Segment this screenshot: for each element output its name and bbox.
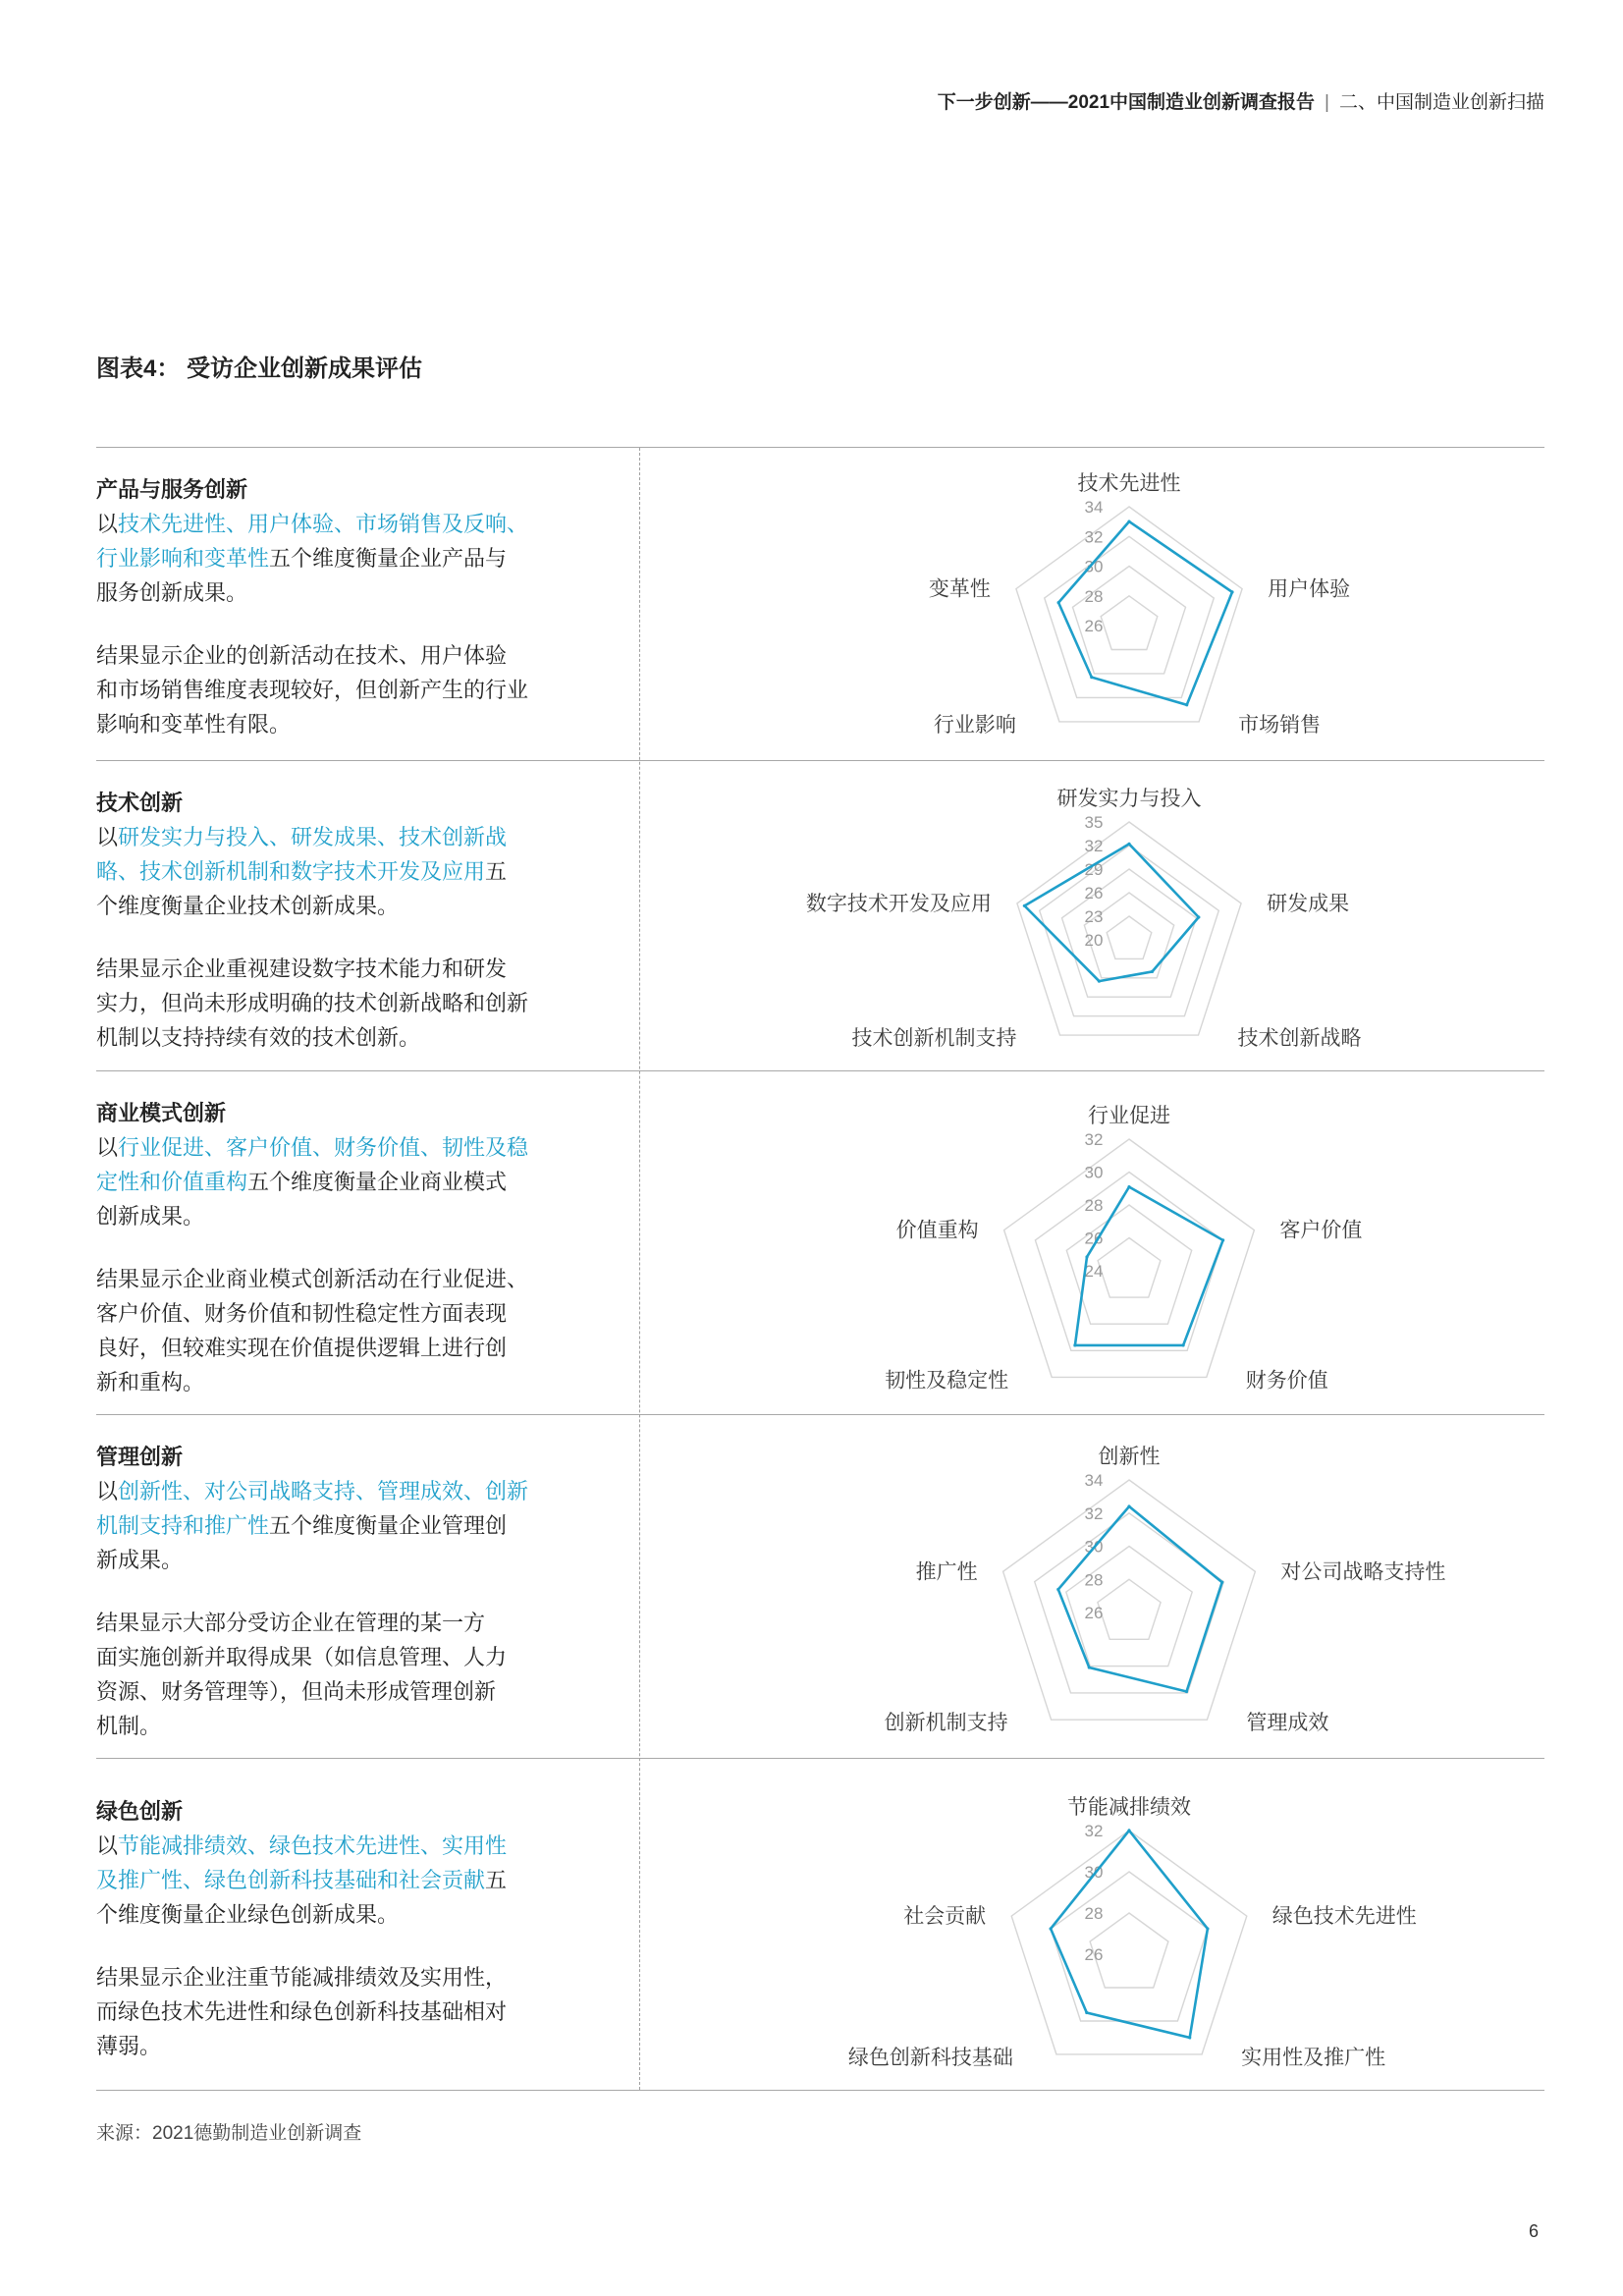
text-line [96,820,617,854]
text-line [96,1508,617,1543]
text-line: 影响和变革性有限。 [96,712,292,737]
figure-row-product-service [0,447,1623,760]
text-line [96,1829,617,1863]
highlighted-dimensions: 及推广性、绿色创新科技基础和社会贡献 [96,1868,486,1892]
highlighted-dimensions: 技术先进性、用户体验、市场销售及反响、 [118,512,529,536]
body-text: 创新成果。 [96,1204,205,1229]
text-line [96,889,617,923]
row-title: 技术创新 [96,791,184,815]
radar-axis-label: 研发成果 [1267,892,1350,915]
body-text: 以 [96,1479,119,1503]
radar-data-point [1220,1581,1223,1584]
radar-axis-label: 社会贡献 [903,1905,987,1929]
text-line [96,1863,617,1897]
text-line [96,1130,617,1165]
radar-axis-label: 绿色创新科技基础 [847,2046,1013,2069]
text-line [96,575,617,610]
text-line: 结果显示企业的创新活动在技术、用户体验 [96,643,508,668]
radar-data-point [1023,904,1026,907]
radar-data-point [1127,843,1130,846]
radar-axis-label: 数字技术开发及应用 [805,892,992,915]
radar-axis-label: 客户价值 [1279,1219,1363,1242]
radar-tick-label: 32 [1084,527,1104,547]
row-text [96,1440,617,1743]
body-text: 个维度衡量企业技术创新成果。 [96,894,400,918]
radar-tick-label: 23 [1084,907,1104,926]
radar-tick-label: 34 [1084,498,1104,517]
radar-tick-label: 28 [1084,1570,1104,1590]
radar-data-point [1197,915,1200,918]
text-line: 而绿色技术先进性和绿色创新科技基础相对 [96,1999,508,2024]
highlighted-dimensions: 机制支持和推广性 [96,1513,270,1538]
text-line: 薄弱。 [96,2034,162,2058]
text-line: 客户价值、财务价值和韧性稳定性方面表现 [96,1301,508,1326]
figure-row-technology [0,760,1623,1070]
body-text: 服务创新成果。 [96,580,248,605]
radar-tick-label: 28 [1084,1196,1104,1215]
body-text: 个维度衡量企业绿色创新成果。 [96,1902,400,1927]
figure-title: 图表4： 受访企业创新成果评估 [96,355,423,382]
highlighted-dimensions: 创新性、对公司战略支持、管理成效、创新 [118,1479,529,1503]
text-line: 资源、财务管理等），但尚未形成管理创新 [96,1679,497,1704]
dimension-intro [96,1829,617,1932]
radar-ring [1098,1579,1161,1639]
text-line: 结果显示企业重视建设数字技术能力和研发 [96,957,508,981]
radar-data-point [1088,1666,1091,1668]
radar-data-point [1050,1927,1053,1930]
dimension-intro [96,1474,617,1577]
text-line: 机制以支持持续有效的技术创新。 [96,1025,421,1050]
radar-ring [1017,822,1241,1035]
text-line: 机制。 [96,1714,162,1738]
figure-row-management [0,1414,1623,1758]
radar-data-point [1073,1343,1076,1346]
radar-data-point [1185,1690,1188,1693]
radar-axis-label: 研发实力与投入 [1056,788,1202,810]
radar-tick-label: 24 [1084,1262,1104,1281]
radar-tick-label: 26 [1084,1604,1104,1622]
radar-tick-label: 35 [1084,813,1104,832]
radar-axis-label: 价值重构 [895,1219,979,1242]
radar-axis-label: 节能减排绩效 [1067,1796,1191,1819]
radar-axis-label: 韧性及稳定性 [885,1369,1009,1393]
text-line: 和市场销售维度表现较好，但创新产生的行业 [96,678,529,702]
radar-data-point [1085,1255,1088,1258]
findings-text [96,638,617,741]
radar-chart [643,1758,1544,2090]
radar-tick-label: 30 [1084,1537,1104,1557]
text-line [96,1165,617,1199]
radar-series-line [1025,844,1199,981]
row-text [96,786,617,1055]
radar-axis-label: 财务价值 [1245,1369,1328,1393]
body-text: 以 [96,512,119,536]
text-line [96,541,617,575]
header-separator: | [1325,92,1329,113]
radar-data-point [1127,1829,1130,1831]
radar-tick-label: 30 [1084,557,1104,576]
radar-data-point [1090,676,1093,679]
dimension-intro [96,820,617,923]
radar-axis-label: 推广性 [915,1560,978,1584]
radar-data-point [1056,1588,1059,1591]
radar-axis-label: 创新机制支持 [884,1712,1008,1735]
radar-tick-label: 32 [1084,1503,1104,1523]
source-note: 来源：2021德勤制造业创新调查 [96,2123,362,2144]
body-text: 以 [96,1833,119,1858]
radar-tick-label: 32 [1084,1822,1104,1840]
radar-axis-label: 市场销售 [1238,713,1322,737]
row-title: 绿色创新 [96,1799,184,1824]
radar-axis-label: 创新性 [1098,1446,1161,1468]
text-line: 实力，但尚未形成明确的技术创新战略和创新 [96,991,529,1015]
findings-text [96,1960,617,2063]
body-text: 以 [96,825,119,849]
radar-data-point [1206,1927,1209,1930]
row-text [96,1794,617,2063]
text-line [96,1199,617,1233]
radar-axis-label: 技术先进性 [1077,472,1181,495]
radar-axis-label: 行业促进 [1088,1105,1170,1127]
figure-row-green [0,1758,1623,2090]
body-text: 五个维度衡量企业管理创 [269,1513,508,1538]
radar-chart [643,1070,1544,1414]
radar-data-point [1127,1185,1130,1188]
radar-data-point [1182,1343,1185,1346]
radar-tick-label: 26 [1084,1945,1104,1964]
radar-axis-label: 对公司战略支持性 [1280,1560,1446,1584]
text-line [96,1897,617,1932]
radar-axis-label: 变革性 [928,577,991,601]
radar-axis-label: 用户体验 [1268,577,1351,601]
radar-data-point [1188,2036,1191,2039]
section-title: 二、中国制造业创新扫描 [1338,92,1544,113]
radar-series-line [1051,1831,1208,2038]
body-text: 五个维度衡量企业产品与 [269,546,508,571]
figure-row-business-model [0,1070,1623,1414]
body-text: 五 [485,1868,508,1892]
text-line: 结果显示企业商业模式创新活动在行业促进、 [96,1267,529,1291]
text-line: 面实施创新并取得成果（如信息管理、人力 [96,1645,508,1669]
radar-data-point [1127,1504,1130,1507]
radar-chart [643,447,1544,760]
body-text: 新成果。 [96,1548,184,1572]
highlighted-dimensions: 行业促进、客户价值、财务价值、韧性及稳 [118,1135,529,1160]
dimension-intro [96,507,617,610]
highlighted-dimensions: 节能减排绩效、绿色技术先进性、实用性 [118,1833,508,1858]
row-text [96,1096,617,1399]
radar-tick-label: 30 [1084,1863,1104,1882]
radar-tick-label: 29 [1084,860,1104,879]
radar-tick-label: 28 [1084,586,1104,606]
radar-ring [1107,916,1152,958]
highlighted-dimensions: 定性和价值重构 [96,1170,248,1194]
radar-axis-label: 绿色技术先进性 [1271,1905,1417,1929]
body-text: 以 [96,1135,119,1160]
row-title: 商业模式创新 [96,1101,227,1125]
radar-axis-label: 实用性及推广性 [1241,2046,1386,2069]
row-title: 管理创新 [96,1445,184,1469]
radar-axis-label: 行业影响 [933,713,1016,737]
radar-data-point [1185,703,1188,706]
running-header [938,90,1544,116]
radar-data-point [1127,520,1130,523]
body-text: 五 [485,859,508,884]
radar-ring [1098,1238,1161,1298]
row-title: 产品与服务创新 [96,477,248,502]
text-line: 结果显示大部分受访企业在管理的某一方 [96,1611,486,1635]
text-line: 新和重构。 [96,1370,205,1394]
radar-data-point [1151,970,1154,973]
radar-data-point [1098,980,1101,983]
radar-tick-label: 26 [1084,884,1104,902]
radar-data-point [1230,590,1233,593]
radar-tick-label: 26 [1084,1229,1104,1248]
findings-text [96,1262,617,1399]
radar-tick-label: 32 [1084,837,1104,855]
radar-tick-label: 28 [1084,1904,1104,1923]
highlighted-dimensions: 略、技术创新机制和数字技术开发及应用 [96,859,486,884]
radar-axis-label: 技术创新战略 [1237,1027,1362,1051]
findings-text [96,952,617,1055]
radar-tick-label: 32 [1084,1130,1104,1149]
radar-data-point [1057,601,1060,604]
text-line: 良好，但较难实现在价值提供逻辑上进行创 [96,1336,508,1360]
text-line [96,1543,617,1577]
radar-tick-label: 30 [1084,1163,1104,1182]
divider [96,2090,1544,2091]
radar-axis-label: 管理成效 [1246,1712,1329,1735]
highlighted-dimensions: 研发实力与投入、研发成果、技术创新战 [118,825,508,849]
text-line [96,854,617,889]
report-title: 下一步创新——2021中国制造业创新调查报告 [937,92,1316,113]
body-text: 五个维度衡量企业商业模式 [247,1170,508,1194]
highlighted-dimensions: 行业影响和变革性 [96,546,270,571]
text-line [96,507,617,541]
radar-ring [1101,596,1158,650]
radar-tick-label: 26 [1084,617,1104,635]
radar-axis-label: 技术创新机制支持 [851,1027,1017,1051]
page-number: 6 [1528,2221,1539,2241]
radar-tick-label: 20 [1084,931,1104,950]
row-text [96,472,617,741]
radar-chart [643,760,1544,1070]
radar-tick-label: 34 [1084,1471,1104,1490]
dimension-intro [96,1130,617,1233]
radar-data-point [1085,2011,1088,2014]
radar-ring [1051,1872,1208,2021]
text-line: 结果显示企业注重节能减排绩效及实用性， [96,1965,508,1990]
text-line [96,1474,617,1508]
radar-chart [643,1414,1544,1758]
findings-text [96,1606,617,1743]
radar-data-point [1221,1238,1224,1241]
